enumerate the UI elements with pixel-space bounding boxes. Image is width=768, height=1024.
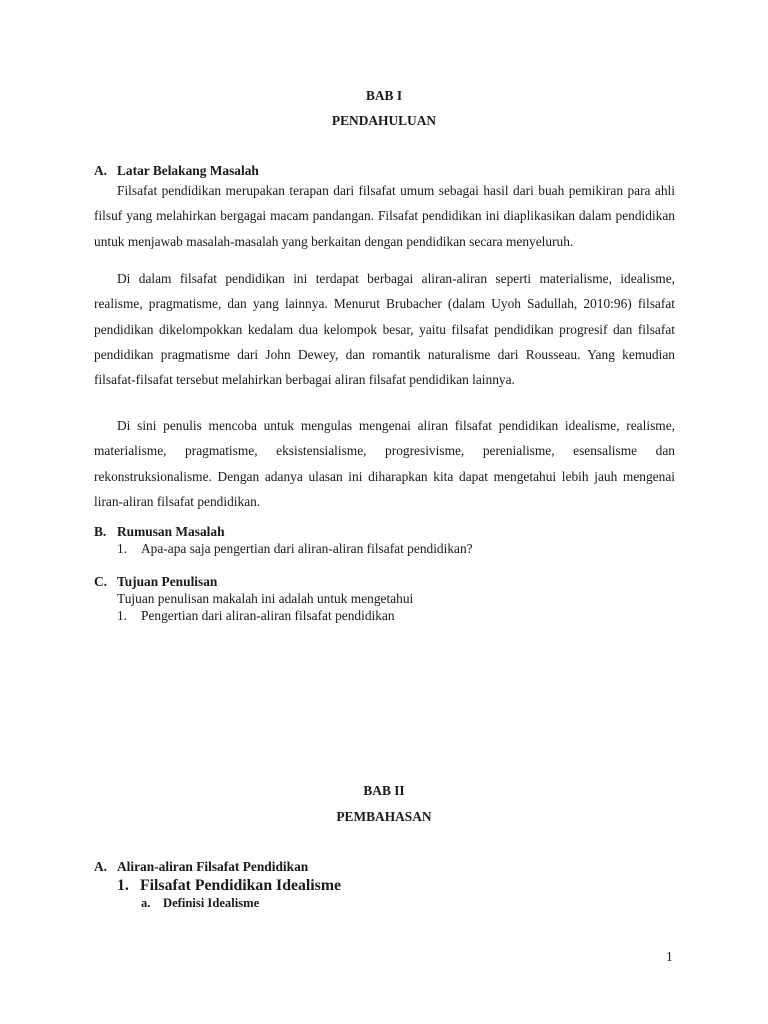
section-heading: Tujuan Penulisan	[117, 574, 218, 589]
list-item-text: Apa-apa saja pengertian dari aliran-aliran filsafat pendidikan?	[141, 541, 473, 556]
section-label: A.	[94, 163, 108, 178]
subsubsection-letter: a.	[141, 896, 151, 910]
section-label: B.	[94, 524, 107, 539]
chapter-title: BAB II	[363, 783, 405, 798]
section-label: C.	[94, 574, 108, 589]
list-item-number: 1.	[117, 608, 128, 623]
list-item-text: Pengertian dari aliran-aliran filsafat pendidikan	[141, 608, 395, 623]
chapter-title: BAB I	[365, 88, 403, 103]
paragraph	[94, 178, 675, 254]
section-heading: Rumusan Masalah	[117, 524, 225, 539]
paragraph-text: Filsafat pendidikan merupakan terapan dari filsafat umum sebagai hasil dari buah pemikiran para ahli filsuf yang melahirkan bergagai macam pandangan. Filsafat pendidikan ini diaplikasikan dalam pendidikan untuk menjawab masalah-masalah yang berkaitan dengan pendidikan secara menyeluruh.	[94, 183, 675, 249]
section-intro: Tujuan penulisan makalah ini adalah untuk mengetahui	[117, 591, 414, 606]
section-heading: Latar Belakang Masalah	[117, 163, 259, 178]
subsection-heading: Filsafat Pendidikan Idealisme	[140, 877, 341, 894]
subsubsection-heading: Definisi Idealisme	[163, 896, 260, 910]
paragraph	[94, 266, 675, 392]
chapter-subtitle: PEMBAHASAN	[336, 809, 432, 824]
paragraph-text: Di sini penulis mencoba untuk mengulas mengenai aliran filsafat pendidikan idealisme, realisme, materialisme, pragmatisme, eksistensialisme, progresivisme, perenialisme, esensalisme dan rekonstruksionalisme. Dengan adanya ulasan ini diharapkan kita dapat mengetahui lebih jauh mengenai liran-aliran filsafat pendidikan.	[94, 418, 675, 509]
section-heading: Aliran-aliran Filsafat Pendidikan	[117, 859, 309, 874]
paragraph-text: Di dalam filsafat pendidikan ini terdapat berbagai aliran-aliran seperti materialisme, idealisme, realisme, pragmatisme, dan yang lainnya. Menurut Brubacher (dalam Uyoh Sadullah, 2010:96) filsafat pendidikan dikelompokkan kedalam dua kelompok besar, yaitu filsafat pendidikan progresif dan filsafat pendidikan pragmatisme dari John Dewey, dan romantik naturalisme dari Rousseau. Yang kemudian filsafat-filsafat tersebut melahirkan berbagai aliran filsafat pendidikan lainnya.	[94, 271, 675, 388]
chapter-subtitle: PENDAHULUAN	[331, 113, 437, 128]
paragraph	[94, 413, 675, 514]
list-item-number: 1.	[117, 541, 128, 556]
section-label: A.	[94, 859, 108, 874]
subsection-number: 1.	[117, 877, 129, 894]
page-number: 1	[666, 949, 673, 964]
